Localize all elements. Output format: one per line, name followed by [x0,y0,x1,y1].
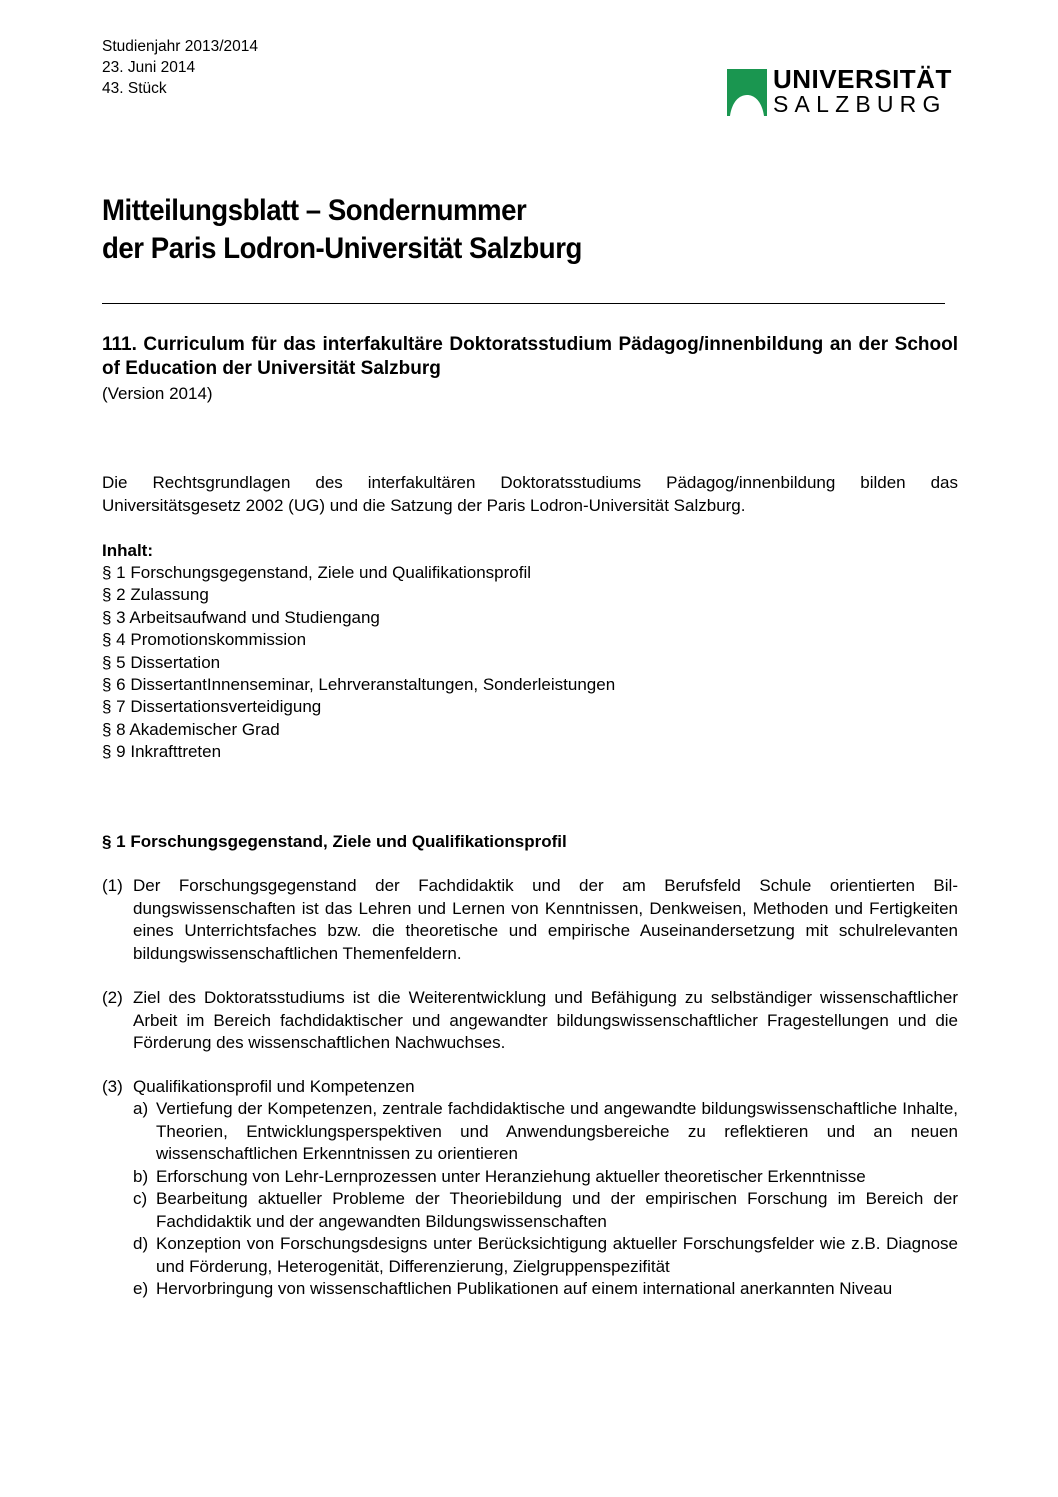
list-item [133,1188,958,1233]
paragraph-text: Ziel des Doktoratsstudiums ist die Weiterentwicklung und Befähigung zu selbständiger wissenschaftlicher Arbeit im Bereich fachdidaktischer und angewandter bildungswissenschaftlicher Fragestellungen und die Förderung des wissenschaftlichen Nachwuchses. [133,988,958,1052]
page-title [102,192,582,268]
toc-item: § 7 Dissertationsverteidigung [102,697,322,717]
paragraph-1 [102,875,958,965]
list-item [133,1166,958,1189]
toc-item: § 2 Zulassung [102,585,209,605]
issue-number: 43. Stück [102,80,167,97]
logo-arch-icon [727,69,767,116]
toc-item: § 9 Inkrafttreten [102,742,222,762]
intro-line-2: Universitätsgesetz 2002 (UG) und die Satzung der Paris Lodron-Universität Salzburg. [102,495,746,515]
list-letter: a) [133,1099,149,1118]
curriculum-heading: 111. Curriculum für das interfakultäre Doktoratsstudium Pädagog/innenbildung an der School of Education der Universität Salzburg [102,334,958,379]
table-of-contents [102,562,615,764]
toc-item: § 5 Dissertation [102,652,221,672]
competency-list [133,1098,958,1301]
list-letter: c) [133,1189,148,1208]
logo-text-salzburg: SALZBURG [773,91,947,117]
university-logo [727,64,952,117]
paragraph-number: (3) [102,1077,123,1096]
issue-meta [102,36,258,99]
title-line-2: der Paris Lodron-Universität Salzburg [102,232,582,265]
list-text: Vertiefung der Kompetenzen, zentrale fachdidaktische und angewandte bildungswissenschaftliche Inhalte, Theorien, Entwicklungsperspektiven und Anwendungsbereiche zu reflektieren und an neuen wissenschaftlichen Erkenntnissen zu orientieren [156,1099,958,1163]
toc-item: § 4 Promotionskommission [102,630,307,650]
academic-year: Studienjahr 2013/2014 [102,38,258,55]
list-letter: e) [133,1279,149,1298]
toc-item: § 1 Forschungsgegenstand, Ziele und Qualifikationsprofil [102,563,532,582]
list-item [133,1233,958,1278]
paragraph-number: (2) [102,988,123,1007]
paragraph-3 [102,1076,958,1099]
list-text: Erforschung von Lehr-Lernprozessen unter Heranziehung aktueller theoretischer Erkenntnisse [156,1166,866,1186]
toc-heading: Inhalt: [102,541,153,560]
curriculum-version: (Version 2014) [102,384,213,403]
title-line-1: Mitteilungsblatt – Sondernummer [102,194,527,227]
list-item [133,1278,958,1301]
list-text: Bearbeitung aktueller Probleme der Theoriebildung und der empirischen Forschung im Bereich der Fachdidaktik und der angewandten Bildungswissenschaften [156,1189,958,1231]
logo-text-universitaet: UNIVERSITÄT [773,64,952,94]
list-letter: b) [133,1166,149,1186]
toc-item: § 8 Akademischer Grad [102,719,280,739]
paragraph-text: Der Forschungsgegenstand der Fachdidaktik und der am Berufsfeld Schule orientierten Bildungswissenschaften ist das Lehren und Lernen von Kenntnissen, Denkweisen, Methoden und Fertigkeiten eines Unterrichtsfaches bzw. die theoretische und empirische Auseinandersetzung mit schulrelevanten bildungswissenschaftlichen Themenfeldern. [133,876,958,963]
issue-date: 23. Juni 2014 [102,59,196,76]
title-divider [102,303,945,304]
list-text: Hervorbringung von wissenschaftlichen Publikationen auf einem international anerkannten Niveau [156,1279,893,1298]
toc-item: § 3 Arbeitsaufwand und Studiengang [102,607,380,627]
list-item [133,1098,958,1166]
intro-line-1: Die Rechtsgrundlagen des interfakultären Doktoratsstudiums Pädagog/innenbildung bilden das [102,473,958,492]
paragraph-2 [102,987,958,1055]
toc-item: § 6 DissertantInnenseminar, Lehrveranstaltungen, Sonderleistungen [102,675,616,695]
section-1-heading: § 1 Forschungsgegenstand, Ziele und Qualifikationsprofil [102,832,567,851]
list-letter: d) [133,1234,149,1253]
intro-paragraph [102,472,958,517]
paragraph-number: (1) [102,876,123,895]
paragraph-text: Qualifikationsprofil und Kompetenzen [133,1077,415,1096]
list-text: Konzeption von Forschungsdesigns unter Berücksichtigung aktueller Forschungsfelder wie z.B. Diagnose und Förderung, Heterogenität, Differenzierung, Zielgruppenspezifität [156,1234,958,1276]
